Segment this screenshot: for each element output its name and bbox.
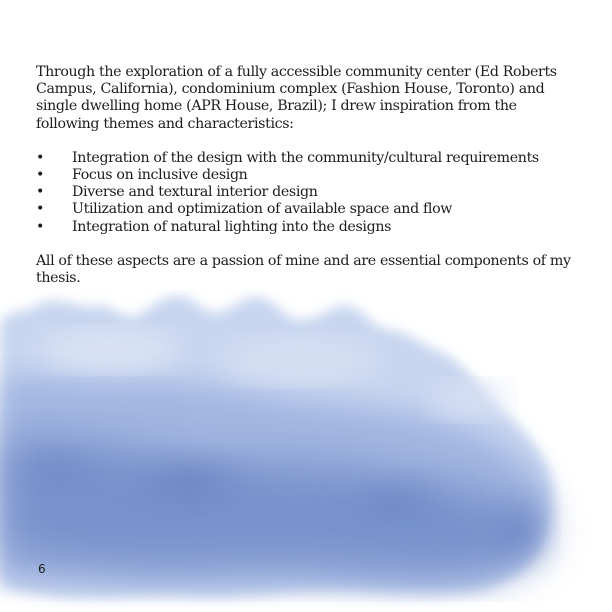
themes-list — [36, 150, 576, 236]
list-item — [36, 201, 576, 218]
list-item — [36, 150, 576, 167]
list-item-text: Diverse and textural interior design — [72, 184, 318, 201]
closing-paragraph: All of these aspects are a passion of mine and are essential components of my thesis. — [36, 252, 571, 287]
watercolor-deep-spot — [486, 490, 554, 570]
watercolor-deep-spot — [330, 472, 470, 528]
watercolor-deep-spot — [0, 448, 120, 492]
bullet-icon: • — [36, 184, 45, 201]
watercolor-highlight — [220, 336, 380, 384]
bullet-icon: • — [36, 201, 45, 218]
list-item-text: Integration of natural lighting into the designs — [72, 218, 392, 235]
body-text — [36, 64, 576, 287]
page-number: 6 — [38, 562, 46, 576]
list-item — [36, 167, 576, 184]
bullet-icon: • — [36, 218, 45, 235]
list-item-text: Utilization and optimization of available space and flow — [72, 201, 453, 218]
watercolor-wash-graphic — [0, 290, 612, 612]
bullet-icon: • — [36, 167, 45, 184]
intro-paragraph: Through the exploration of a fully accessible community center (Ed Roberts Campus, California), condominium complex (Fashion House, Toronto) and single dwelling home (APR House, Brazil); I drew inspiration from the following themes and characteristics: — [36, 64, 557, 132]
list-item — [36, 219, 576, 236]
watercolor-deep-spot — [100, 450, 280, 510]
list-item-text: Integration of the design with the community/cultural requirements — [72, 149, 539, 166]
list-item — [36, 184, 576, 201]
bullet-icon: • — [36, 149, 45, 166]
list-item-text: Focus on inclusive design — [72, 167, 248, 184]
watercolor-highlight — [40, 328, 180, 372]
watercolor-highlight — [430, 380, 510, 420]
